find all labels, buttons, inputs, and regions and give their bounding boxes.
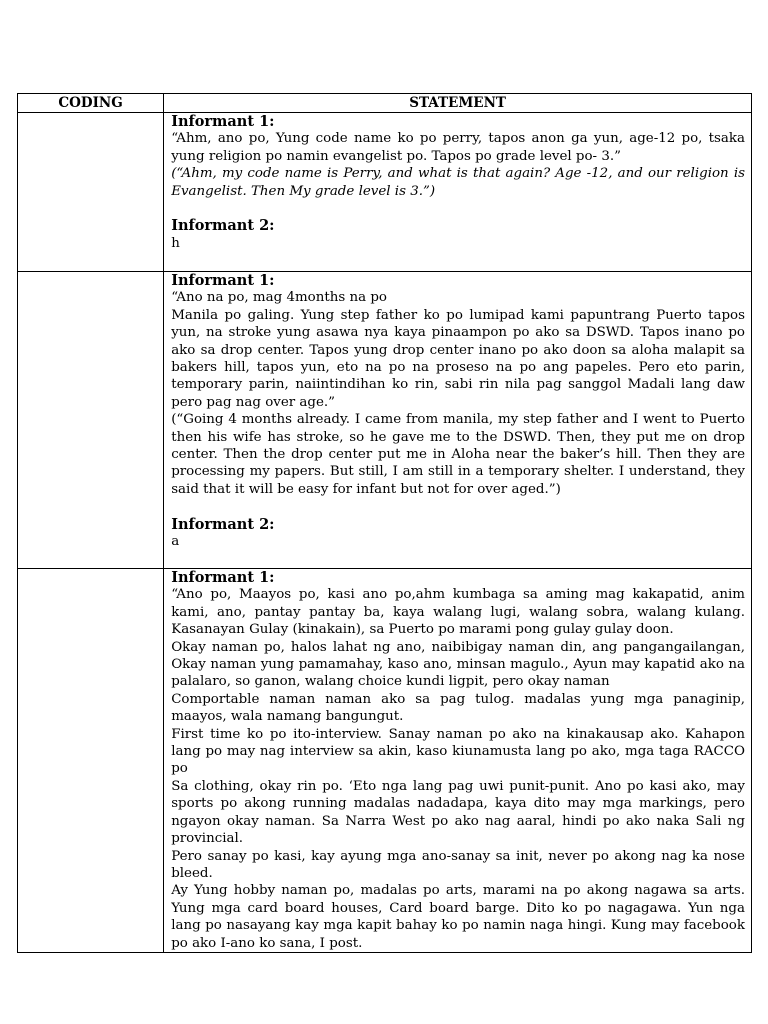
statement-paragraph: First time ko po ito-interview. Sanay naman po ako na kinakausap ako. Kahapon lang po may nag interview sa akin, kaso kiunamusta lang po ako, mga taga RACCO po (171, 726, 745, 777)
table-row (18, 272, 752, 569)
coding-cell (18, 569, 164, 953)
statement-paragraph: Sa clothing, okay rin po. ‘Eto nga lang pag uwi punit-punit. Ano po kasi ako, may sports po akong running madalas nadadapa, kaya dito may mga markings, pero ngayon okay naman. Sa Narra West po ako nag aaral, hindi po ako naka Sali ng provincial. (171, 778, 745, 847)
statement-cell (164, 569, 752, 953)
table-row (18, 113, 752, 272)
coding-statement-table (17, 93, 752, 953)
informant2-statement: a (171, 534, 180, 550)
informant1-label: Informant 1: (171, 272, 275, 289)
statement-paragraph: Okay naman po, halos lahat ng ano, naibibigay naman din, ang pangangailangan, Okay naman yung pamamahay, kaso ano, minsan magulo., Ayun may kapatid ako na palalaro, so ganon, walang choice kundi ligpit, pero okay naman (171, 639, 745, 690)
informant2-statement: h (171, 235, 180, 251)
coding-cell (18, 272, 164, 569)
header-coding: CODING (18, 94, 164, 113)
header-statement: STATEMENT (164, 94, 752, 113)
informant1-statement-opening: “Ano na po, mag 4months na po (171, 290, 387, 306)
coding-cell (18, 113, 164, 272)
informant1-label: Informant 1: (171, 113, 275, 130)
statement-paragraph: Ay Yung hobby naman po, madalas po arts, marami na po akong nagawa sa arts. Yung mga card board houses, Card board barge. Dito ko po nagagawa. Yun nga lang po nasayang kay mga kapit bahay ko po namin naga hingi. Kung may facebook po ako I-ano ko sana, I post. (171, 883, 745, 951)
informant2-label: Informant 2: (171, 515, 275, 533)
informant2-label: Informant 2: (171, 217, 275, 235)
statement-paragraph: “Ano po, Maayos po, kasi ano po,ahm kumbaga sa aming mag kakapatid, anim kami, ano, pantay pantay ba, kaya walang lugi, walang sobra, walang kulang. Kasanayan Gulay (kinakain), sa Puerto po marami pong gulay gulay doon. (171, 587, 745, 638)
informant1-statement: Manila po galing. Yung step father ko po lumipad kami papuntrang Puerto tapos yun, na stroke yung asawa nya kaya pinaampon po ako sa DSWD. Tapos inano po ako sa drop center. Tapos yung drop center inano po ako doon sa aloha malapit sa bakers hill, tapos yun, eto na po na proseso na po ang papeles. Pero eto parin, temporary parin, naiintindihan ko rin, sabi rin nila pag sanggol Madali lang daw pero pag nag over age.” (171, 307, 745, 410)
table-header-row (18, 94, 752, 113)
informant1-label: Informant 1: (171, 569, 275, 586)
statement-cell (164, 272, 752, 569)
statement-cell (164, 113, 752, 272)
table-row (18, 569, 752, 953)
spacer (171, 498, 745, 515)
informant1-statement: “Ahm, ano po, Yung code name ko po perry, tapos anon ga yun, age-12 po, tsaka yung religion po namin evangelist po. Tapos po grade level po- 3.” (171, 131, 745, 164)
statement-paragraph: Comportable naman naman ako sa pag tulog. madalas yung mga panaginip, maayos, wala namang bangungut. (171, 691, 745, 725)
informant1-translation: (“Going 4 months already. I came from manila, my step father and I went to Puerto then his wife has stroke, so he gave me to the DSWD. Then, they put me on drop center. Then the drop center put me in Aloha near the baker’s hill. Then they are processing my papers. But still, I am still in a temporary shelter. I understand, they said that it will be easy for infant but not for over aged.”) (171, 412, 745, 497)
spacer (171, 200, 745, 217)
statement-paragraph: Pero sanay po kasi, kay ayung mga ano-sanay sa init, never po akong nag ka nose bleed. (171, 848, 745, 881)
informant1-translation: (“Ahm, my code name is Perry, and what is that again? Age -12, and our religion is Evangelist. Then My grade level is 3.”) (171, 166, 745, 199)
